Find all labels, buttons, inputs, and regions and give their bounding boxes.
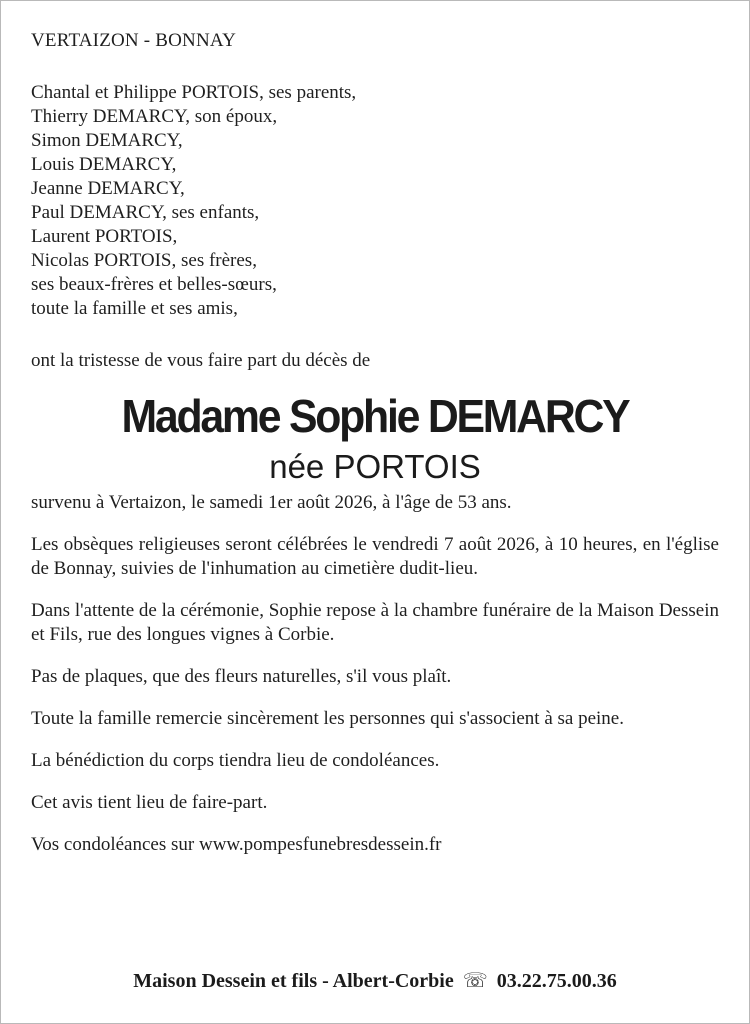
maiden-name: née PORTOIS	[269, 448, 481, 485]
blessing-paragraph: La bénédiction du corps tiendra lieu de condoléances.	[31, 750, 440, 771]
family-member-line: ses beaux-frères et belles-sœurs,	[31, 274, 277, 295]
deceased-name: Madame Sophie DEMARCY	[121, 390, 629, 442]
family-member-line: Laurent PORTOIS,	[31, 226, 178, 247]
family-member-line: Thierry DEMARCY, son époux,	[31, 106, 278, 127]
phone-icon: ☏	[462, 970, 488, 992]
flowers-paragraph: Pas de plaques, que des fleurs naturelles, s'il vous plaît.	[31, 666, 452, 687]
funeral-paragraph: Les obsèques religieuses seront célébrées le vendredi 7 août 2026, à 10 heures, en l'église de Bonnay, suivies de l'inhumation au cimetière dudit-lieu.	[31, 534, 719, 579]
location-heading: VERTAIZON - BONNAY	[31, 30, 237, 51]
announcement-intro: ont la tristesse de vous faire part du décès de	[31, 350, 371, 371]
death-details: survenu à Vertaizon, le samedi 1er août 2026, à l'âge de 53 ans.	[31, 492, 512, 513]
family-member-line: Nicolas PORTOIS, ses frères,	[31, 250, 257, 271]
repose-paragraph: Dans l'attente de la cérémonie, Sophie repose à la chambre funéraire de la Maison Dessein et Fils, rue des longues vignes à Corbie.	[31, 600, 719, 645]
family-member-line: Chantal et Philippe PORTOIS, ses parents,	[31, 82, 357, 103]
family-member-line: Paul DEMARCY, ses enfants,	[31, 202, 260, 223]
family-list	[31, 81, 719, 321]
funeral-home-footer	[1, 969, 749, 993]
family-member-line: toute la famille et ses amis,	[31, 298, 238, 319]
funeral-home-name: Maison Dessein et fils - Albert-Corbie	[133, 970, 454, 992]
thanks-paragraph: Toute la famille remercie sincèrement les personnes qui s'associent à sa peine.	[31, 708, 624, 729]
family-member-line: Louis DEMARCY,	[31, 154, 177, 175]
condolences-paragraph: Vos condoléances sur www.pompesfunebresdessein.fr	[31, 834, 442, 855]
card-paragraph: Cet avis tient lieu de faire-part.	[31, 792, 268, 813]
phone-number: 03.22.75.00.36	[496, 970, 617, 992]
family-member-line: Simon DEMARCY,	[31, 130, 183, 151]
family-member-line: Jeanne DEMARCY,	[31, 178, 185, 199]
